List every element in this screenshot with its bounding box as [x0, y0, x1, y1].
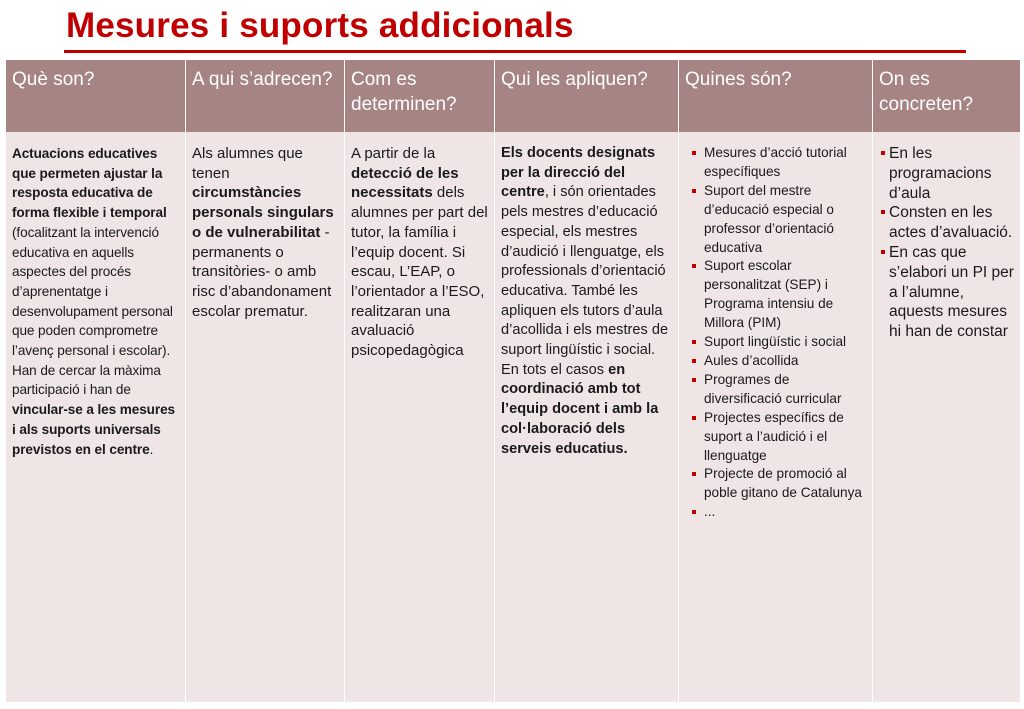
list-item-text: Suport del mestre d’educació especial o professor d’orientació educativa [704, 182, 834, 255]
list-item [685, 409, 866, 466]
text-segment: en coordinació amb tot l’equip docent i amb la col·laboració dels serveis educatius. [501, 361, 659, 457]
measures-table [6, 60, 1020, 702]
column-quines-son [678, 60, 872, 702]
column-qui-les-apliquen [494, 60, 678, 702]
column-header: Com es determinen? [345, 60, 494, 132]
list-item [685, 333, 866, 352]
title-underline [64, 50, 966, 53]
list-item-text: En les programacions d’aula [889, 145, 992, 202]
square-bullet-icon [692, 416, 696, 420]
column-on-es-concreten [872, 60, 1020, 702]
list-item-text: Suport lingüístic i social [704, 334, 847, 350]
column-body [873, 132, 1020, 702]
list-item [685, 182, 866, 258]
list-item [685, 503, 866, 522]
text-segment: vincular-se a les mesures i als suports universals previstos en el centre [12, 402, 175, 457]
square-bullet-icon [692, 340, 696, 344]
text-segment: A partir de la [351, 145, 436, 162]
where-list [879, 144, 1014, 342]
column-com-es-determinen [344, 60, 494, 702]
column-que-son [6, 60, 185, 702]
square-bullet-icon [692, 189, 696, 193]
page-title: Mesures i suports addicionals [66, 6, 574, 45]
square-bullet-icon [692, 359, 696, 363]
column-body [345, 132, 494, 702]
column-header: Qui les apliquen? [495, 60, 678, 132]
text-segment: Actuacions educatives que permeten ajustar la resposta educativa de forma flexible i temporal [12, 146, 167, 221]
text-segment: dels alumnes per part del tutor, la família i l’equip docent. Si escau, L’EAP, o l’orientador a l’ESO, realitzaran una avaluació psicopedagògica [351, 184, 488, 360]
list-item-text: Aules d’acollida [704, 352, 799, 368]
text-segment: Els docents designats per la direcció del centre [501, 145, 656, 201]
list-item-text: Mesures d’acció tutorial específiques [704, 145, 847, 179]
list-item [879, 203, 1014, 243]
column-body [495, 132, 678, 702]
column-body [186, 132, 344, 702]
square-bullet-icon [881, 210, 885, 214]
column-body [6, 132, 185, 702]
list-item [685, 144, 866, 182]
square-bullet-icon [692, 378, 696, 382]
square-bullet-icon [881, 151, 885, 155]
text-segment: detecció de les necessitats [351, 164, 459, 202]
list-item-text: Consten en les actes d’avaluació. [889, 204, 1013, 242]
column-body [679, 132, 872, 702]
list-item-text: Suport escolar personalitzat (SEP) i Programa intensiu de Millora (PIM) [704, 258, 834, 331]
column-header: On es concreten? [873, 60, 1020, 132]
column-header: A qui s’adrecen? [186, 60, 344, 132]
square-bullet-icon [881, 250, 885, 254]
text-segment: -permanents o transitòries- o amb risc d’abandonament escolar prematur. [192, 223, 332, 320]
list-item [685, 352, 866, 371]
measures-list [685, 144, 866, 522]
list-item [685, 371, 866, 409]
square-bullet-icon [692, 472, 696, 476]
column-header: Quines són? [679, 60, 872, 132]
list-item-text: Projectes específics de suport a l’audició i el llenguatge [704, 409, 844, 463]
text-segment: , i són orientades pels mestres d’educació especial, els mestres d’audició i llenguatge, els professionals d’orientació educativa. També les apliquen els tutors d’aula d’acollida i els mestres de suport lingüístic i social. En tots el casos [501, 184, 669, 378]
list-item [879, 144, 1014, 203]
square-bullet-icon [692, 151, 696, 155]
text-segment: (focalitzant la intervenció educativa en aquells aspectes del procés d’aprenentatge i desenvolupament personal que poden comprometre l’avenç personal i escolar). Han de cercar la màxima participació i han de [12, 224, 173, 398]
square-bullet-icon [692, 510, 696, 514]
column-header: Què son? [6, 60, 185, 132]
list-item-text: Projecte de promoció al poble gitano de Catalunya [704, 466, 862, 501]
square-bullet-icon [692, 264, 696, 268]
text-segment: Als alumnes que tenen [192, 145, 303, 182]
list-item [879, 243, 1014, 342]
list-item-text: En cas que s’elabori un PI per a l’alumne, aquests mesures hi han de constar [889, 243, 1014, 341]
list-item-text: ... [704, 504, 716, 520]
text-segment: circumstàncies personals singulars o de vulnerabilitat [192, 184, 334, 241]
column-a-qui [185, 60, 344, 702]
list-item [685, 257, 866, 333]
list-item-text: Programes de diversificació curricular [704, 371, 842, 406]
text-segment: . [149, 441, 154, 457]
list-item [685, 465, 866, 503]
